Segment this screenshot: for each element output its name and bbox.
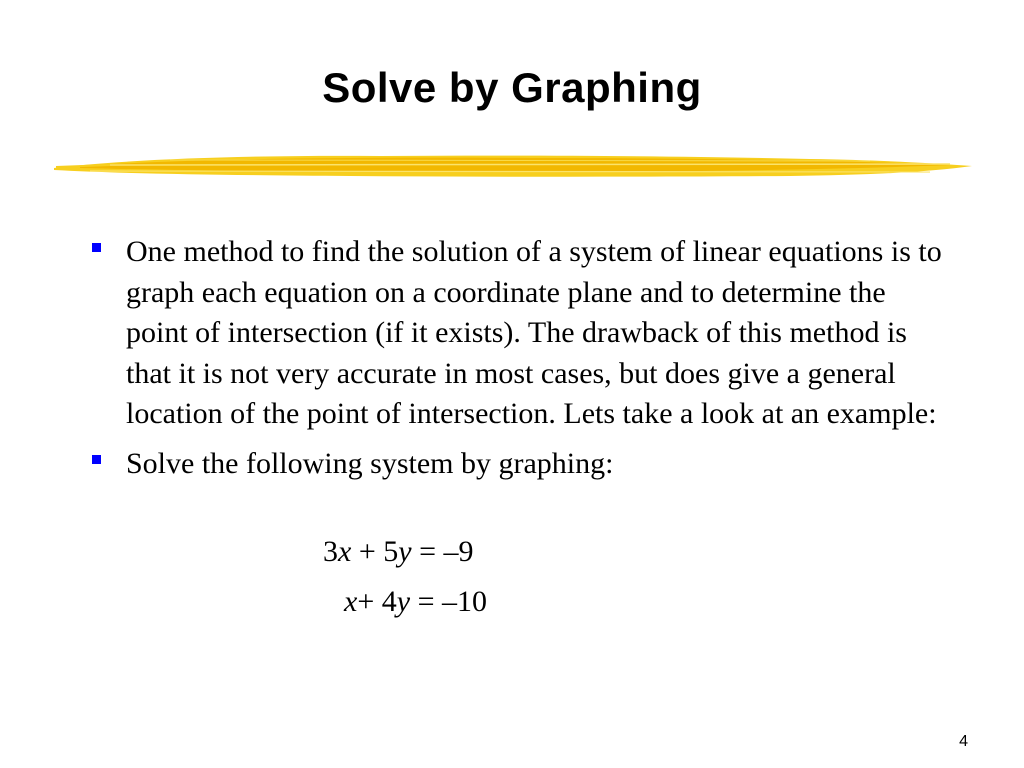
- title-underline-brushstroke: [50, 146, 976, 186]
- square-bullet-icon: [92, 243, 101, 252]
- bullet-text: One method to find the solution of a system of linear equations is to graph each equation on a coordinate plane and to determine the point of intersection (if it exists). The drawback of this method is that it is not very accurate in most cases, but does give a general location of the point of intersection. Lets take a look at an example:: [126, 235, 942, 430]
- bullet-list: [92, 232, 952, 484]
- bullet-item: [92, 444, 952, 485]
- equation-1: 3x + 5y = –9: [323, 535, 474, 568]
- square-bullet-icon: [92, 455, 101, 464]
- bullet-text: Solve the following system by graphing:: [126, 446, 614, 480]
- page-number: 4: [959, 733, 968, 750]
- slide-title: Solve by Graphing: [322, 64, 702, 111]
- bullet-item: [92, 232, 952, 435]
- equation-2: x+ 4y = –10: [344, 585, 487, 618]
